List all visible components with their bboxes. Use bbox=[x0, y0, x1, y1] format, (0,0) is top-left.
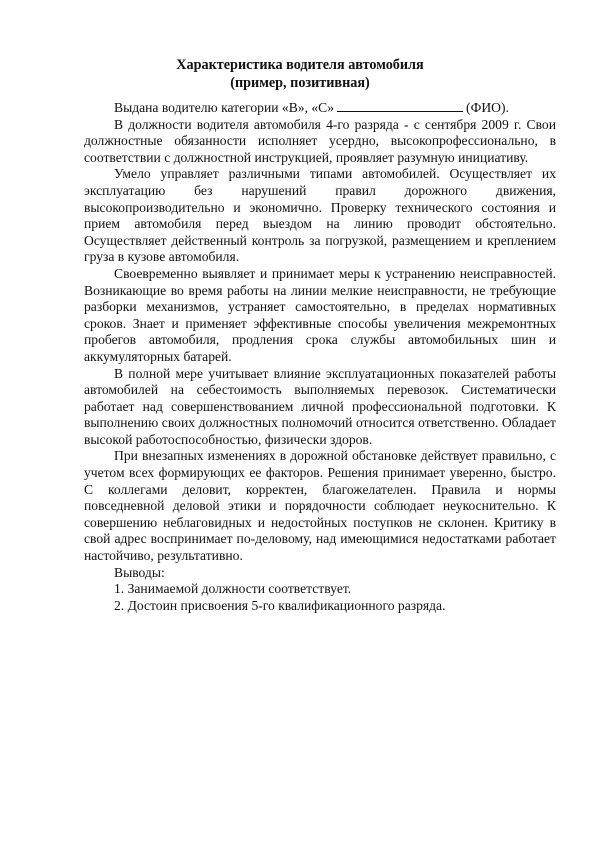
paragraph-efficiency: В полной мере учитывает влияние эксплуатационных показателей работы автомобилей на себестоимость выполняемых перевозок. Систематически работает над совершенствованием личной профессиональной подготовки. К выполнению своих должностных полномочий относится ответственно. Обладает высокой работоспособностью, физически здоров. bbox=[84, 365, 556, 447]
paragraph-behavior: При внезапных изменениях в дорожной обстановке действует правильно, с учетом всех формирующих ее факторов. Решения принимает уверенно, быстро. С коллегами деловит, корректен, благожелателен. Правила и нормы повседневной деловой этики и порядочности соблюдает неукоснительно. К совершению неблаговидных и недостойных поступков не склонен. Критику в свой адрес воспринимает по-деловому, над имеющимися недостатками работает настойчиво, результативно. bbox=[84, 448, 556, 564]
title-line-1: Характеристика водителя автомобиля bbox=[176, 57, 424, 73]
conclusions-title: Выводы: bbox=[114, 564, 165, 580]
issued-suffix: (ФИО). bbox=[466, 100, 509, 115]
name-blank-line bbox=[337, 100, 463, 112]
paragraph-employment: В должности водителя автомобиля 4-го разряда - с сентября 2009 г. Свои должностные обязанности исполняет усердно, высокопрофессионально, в соответствии с должностной инструкцией, проявляет разумную инициативу. bbox=[84, 116, 556, 165]
paragraph-driving: Умело управляет различными типами автомобилей. Осуществляет их эксплуатацию без нарушений правил дорожного движения, высокопроизводительно и экономично. Проверку технического состояния и прием автомобиля перед выездом на линию проводит обстоятельно. Осуществляет действенный контроль за погрузкой, размещением и креплением груза в кузове автомобиля. bbox=[84, 166, 556, 265]
document-body bbox=[84, 100, 556, 614]
title-line-2: (пример, позитивная) bbox=[230, 74, 370, 91]
document-title bbox=[84, 57, 516, 92]
conclusion-item-2: 2. Достоин присвоения 5-го квалификационного разряда. bbox=[114, 597, 446, 613]
issued-prefix: Выдана водителю категории «В», «С» bbox=[114, 100, 335, 115]
conclusion-item-1: 1. Занимаемой должности соответствует. bbox=[114, 581, 352, 597]
issued-line bbox=[84, 100, 556, 117]
paragraph-maintenance: Своевременно выявляет и принимает меры к устранению неисправностей. Возникающие во время работы на линии мелкие неисправности, не требующие разборки механизмов, устраняет самостоятельно, в пределах нормативных сроков. Знает и применяет эффективные способы увеличения межремонтных пробегов автомобиля, продления срока службы автомобильных шин и аккумуляторных батарей. bbox=[84, 265, 556, 364]
